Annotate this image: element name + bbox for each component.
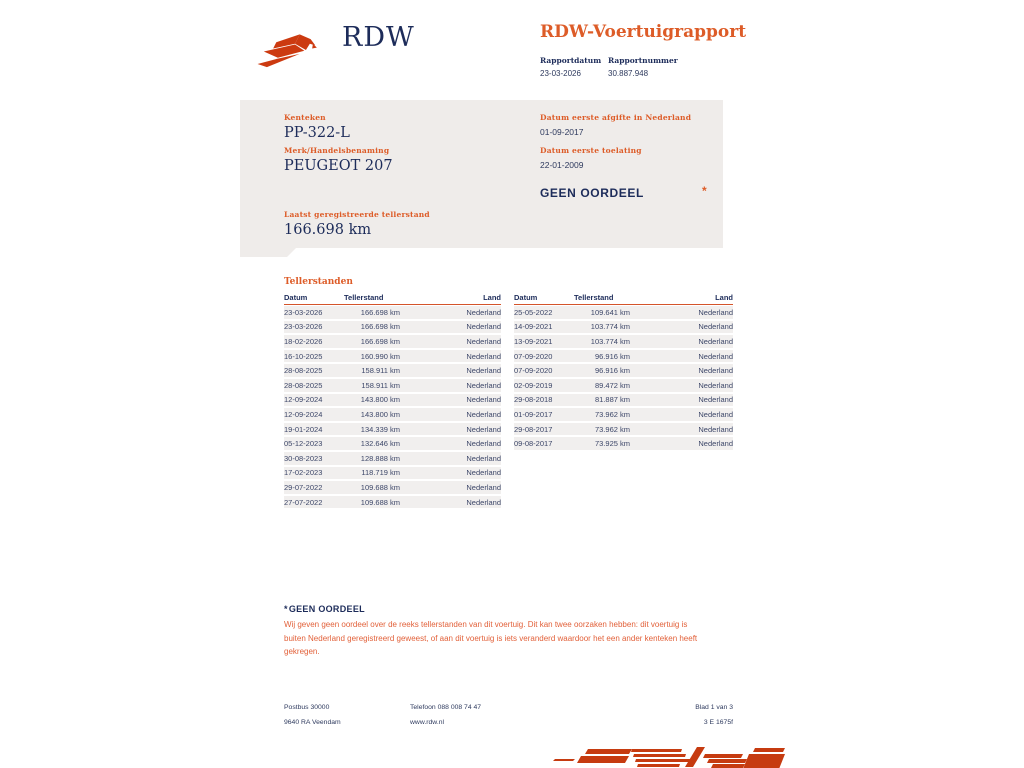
tellerstand-value: 166.698 km	[284, 222, 372, 238]
cell-tellerstand: 73.925 km	[594, 439, 630, 449]
table-body-right	[514, 306, 733, 452]
kenteken-field	[284, 113, 350, 141]
cell-tellerstand: 73.962 km	[594, 424, 630, 434]
cell-datum: 02-09-2019	[514, 380, 553, 390]
rdw-logo	[256, 24, 446, 80]
report-date-label: Rapportdatum	[540, 56, 602, 65]
afgifte-label: Datum eerste afgifte in Nederland	[540, 113, 692, 122]
footnote-body: Wij geven geen oordeel over de reeks tellerstanden van dit voertuig. Dit kan twee oorzaken hebben: dit voertuig is buiten Nederland geregistreerd geweest, of aan dit voertuig is iets veranderd waardoor het een ander kenteken heeft gekregen.	[284, 620, 698, 656]
report-date-value: 23-03-2026	[540, 69, 581, 78]
footnote-block	[284, 604, 708, 659]
footer-website: www.rdw.nl	[410, 719, 444, 726]
cell-land: Nederland	[466, 482, 501, 492]
table-row	[284, 321, 501, 336]
table-row	[514, 408, 733, 423]
cell-datum: 13-09-2021	[514, 336, 553, 346]
cell-land: Nederland	[466, 307, 501, 317]
cell-land: Nederland	[698, 322, 733, 332]
cell-tellerstand: 103.774 km	[590, 336, 630, 346]
cell-datum: 18-02-2026	[284, 336, 323, 346]
wing-stripes-icon	[545, 744, 787, 768]
cell-land: Nederland	[698, 351, 733, 361]
cell-datum: 01-09-2017	[514, 409, 553, 419]
cell-tellerstand: 134.339 km	[360, 424, 400, 434]
footer-page-number: Blad 1 van 3	[695, 704, 733, 711]
table-row	[284, 394, 501, 409]
cell-tellerstand: 166.698 km	[360, 307, 400, 317]
merk-field	[284, 146, 393, 174]
summary-box-tab	[240, 248, 296, 257]
cell-tellerstand: 158.911 km	[361, 380, 400, 390]
cell-tellerstand: 143.800 km	[360, 395, 400, 405]
merk-value: PEUGEOT 207	[284, 158, 393, 174]
cell-datum: 09-08-2017	[514, 439, 553, 449]
cell-datum: 23-03-2026	[284, 307, 323, 317]
toelating-field	[540, 146, 642, 170]
footer-page-info	[603, 700, 733, 730]
table-row	[514, 379, 733, 394]
cell-tellerstand: 96.916 km	[594, 366, 630, 376]
table-row	[284, 423, 501, 438]
report-date-block	[540, 56, 606, 78]
table-row	[284, 467, 501, 482]
footer-address-line2: 9640 RA Veendam	[284, 719, 341, 726]
footnote-title-text: GEEN OORDEEL	[288, 604, 365, 614]
footnote-asterisk: *	[284, 604, 288, 614]
cell-datum: 12-09-2024	[284, 395, 323, 405]
cell-land: Nederland	[466, 439, 501, 449]
merk-label: Merk/Handelsbenaming	[284, 146, 390, 155]
cell-datum: 14-09-2021	[514, 322, 553, 332]
col-land: Land	[715, 293, 733, 302]
table-row	[514, 306, 733, 321]
footer-contact	[410, 700, 481, 730]
table-row	[514, 437, 733, 452]
cell-land: Nederland	[466, 336, 501, 346]
cell-tellerstand: 158.911 km	[361, 366, 400, 376]
toelating-label: Datum eerste toelating	[540, 146, 642, 155]
table-row	[514, 394, 733, 409]
table-row	[514, 335, 733, 350]
vehicle-summary-box	[240, 100, 723, 248]
table-row	[284, 379, 501, 394]
kenteken-label: Kenteken	[284, 113, 326, 122]
cell-land: Nederland	[466, 380, 501, 390]
table-row	[284, 335, 501, 350]
cell-land: Nederland	[466, 468, 501, 478]
cell-datum: 19-01-2024	[284, 424, 323, 434]
footer-phone: Telefoon 088 008 74 47	[410, 704, 482, 711]
cell-land: Nederland	[466, 395, 501, 405]
table-row	[514, 321, 733, 336]
cell-datum: 27-07-2022	[284, 497, 323, 507]
kenteken-value: PP-322-L	[284, 125, 350, 141]
cell-tellerstand: 160.990 km	[360, 351, 400, 361]
footer-address	[284, 700, 341, 730]
cell-datum: 25-05-2022	[514, 307, 553, 317]
oordeel-asterisk: *	[702, 184, 707, 198]
wing-stripes-graphic	[545, 744, 787, 768]
cell-tellerstand: 73.962 km	[594, 409, 630, 419]
cell-land: Nederland	[698, 395, 733, 405]
cell-tellerstand: 109.688 km	[360, 497, 400, 507]
cell-datum: 16-10-2025	[284, 351, 323, 361]
cell-tellerstand: 132.646 km	[360, 439, 400, 449]
cell-land: Nederland	[466, 424, 501, 434]
cell-datum: 07-09-2020	[514, 366, 553, 376]
afgifte-field	[540, 113, 691, 137]
table-body-left	[284, 306, 501, 510]
cell-datum: 17-02-2023	[284, 468, 323, 478]
tellerstanden-title: Tellerstanden	[284, 277, 353, 287]
table-row	[284, 496, 501, 511]
tellerstanden-table-left	[284, 291, 501, 510]
footer-form-code: 3 E 1675f	[703, 719, 733, 726]
cell-datum: 12-09-2024	[284, 409, 323, 419]
cell-land: Nederland	[466, 366, 501, 376]
table-row	[284, 437, 501, 452]
cell-land: Nederland	[698, 439, 733, 449]
cell-land: Nederland	[698, 409, 733, 419]
table-row	[514, 350, 733, 365]
footer-address-line1: Postbus 30000	[284, 704, 330, 711]
table-row	[284, 306, 501, 321]
tellerstand-label: Laatst geregistreerde tellerstand	[284, 210, 430, 219]
cell-land: Nederland	[698, 307, 733, 317]
cell-land: Nederland	[698, 380, 733, 390]
cell-tellerstand: 109.688 km	[360, 482, 400, 492]
table-header	[514, 291, 733, 305]
table-row	[514, 364, 733, 379]
cell-land: Nederland	[698, 336, 733, 346]
table-row	[284, 364, 501, 379]
table-row	[284, 481, 501, 496]
cell-datum: 29-08-2018	[514, 395, 553, 405]
table-row	[514, 423, 733, 438]
table-row	[284, 350, 501, 365]
cell-datum: 07-09-2020	[514, 351, 553, 361]
toelating-value: 22-01-2009	[540, 160, 584, 170]
table-row	[284, 452, 501, 467]
cell-tellerstand: 89.472 km	[594, 380, 630, 390]
cell-tellerstand: 128.888 km	[360, 453, 400, 463]
cell-land: Nederland	[698, 366, 733, 376]
report-number-label: Rapportnummer	[608, 56, 678, 65]
afgifte-value: 01-09-2017	[540, 127, 584, 137]
oordeel-status: GEEN OORDEEL	[540, 186, 644, 200]
report-number-value: 30.887.948	[608, 69, 649, 78]
cell-tellerstand: 81.887 km	[594, 395, 630, 405]
rdw-bird-icon	[256, 24, 334, 76]
report-header	[540, 22, 800, 78]
cell-tellerstand: 118.719 km	[361, 468, 400, 478]
col-land: Land	[483, 293, 501, 302]
page-title: RDW-Voertuigrapport	[540, 22, 747, 42]
cell-datum: 29-08-2017	[514, 424, 553, 434]
report-number-block	[608, 56, 678, 78]
cell-land: Nederland	[466, 409, 501, 419]
cell-datum: 29-07-2022	[284, 482, 323, 492]
cell-land: Nederland	[466, 497, 501, 507]
cell-tellerstand: 143.800 km	[360, 409, 400, 419]
tellerstanden-table-right	[514, 291, 733, 452]
cell-land: Nederland	[698, 424, 733, 434]
table-header	[284, 291, 501, 305]
table-row	[284, 408, 501, 423]
cell-tellerstand: 96.916 km	[594, 351, 630, 361]
report-meta	[540, 56, 800, 78]
cell-datum: 05-12-2023	[284, 439, 323, 449]
cell-land: Nederland	[466, 351, 501, 361]
cell-land: Nederland	[466, 453, 501, 463]
logo-wordmark: RDW	[342, 22, 415, 53]
cell-land: Nederland	[466, 322, 501, 332]
cell-tellerstand: 166.698 km	[360, 336, 400, 346]
col-datum: Datum	[284, 293, 308, 302]
cell-datum: 28-08-2025	[284, 380, 323, 390]
cell-tellerstand: 103.774 km	[590, 322, 630, 332]
tellerstand-field	[284, 210, 430, 238]
col-datum: Datum	[514, 293, 538, 302]
footnote-title	[284, 604, 708, 614]
cell-datum: 28-08-2025	[284, 366, 323, 376]
cell-datum: 30-08-2023	[284, 453, 323, 463]
col-tellerstand: Tellerstand	[574, 293, 614, 302]
col-tellerstand: Tellerstand	[344, 293, 384, 302]
cell-tellerstand: 109.641 km	[590, 307, 630, 317]
cell-tellerstand: 166.698 km	[360, 322, 400, 332]
cell-datum: 23-03-2026	[284, 322, 323, 332]
